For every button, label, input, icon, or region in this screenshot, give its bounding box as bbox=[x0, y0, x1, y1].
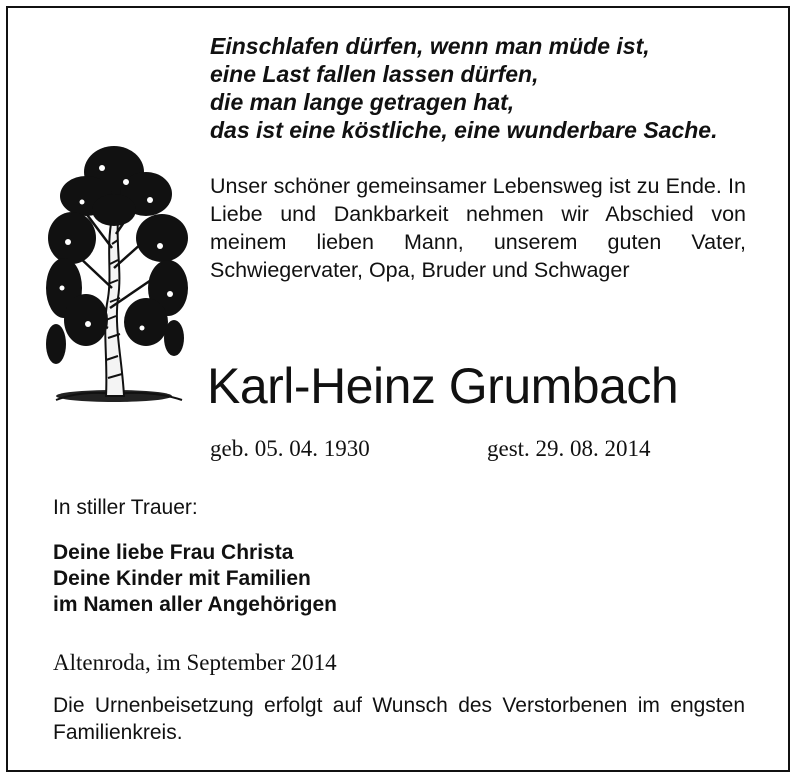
signer-line: Deine Kinder mit Familien bbox=[53, 567, 311, 590]
burial-note: Die Urnenbeisetzung erfolgt auf Wunsch des Verstorbenen im engsten Familienkreis. bbox=[53, 694, 745, 744]
signers-list bbox=[53, 540, 337, 618]
death-date: gest. 29. 08. 2014 bbox=[487, 436, 651, 461]
poem bbox=[210, 32, 717, 144]
poem-line: die man lange getragen hat, bbox=[210, 89, 515, 115]
signer-line: Deine liebe Frau Christa bbox=[53, 541, 294, 564]
birth-date: geb. 05. 04. 1930 bbox=[210, 436, 370, 461]
poem-line: das ist eine köstliche, eine wunderbare Sache. bbox=[210, 117, 718, 143]
signer-line: im Namen aller Angehörigen bbox=[53, 593, 337, 616]
deceased-name: Karl-Heinz Grumbach bbox=[207, 358, 679, 414]
mourning-label: In stiller Trauer: bbox=[53, 496, 198, 519]
place-date: Altenroda, im September 2014 bbox=[53, 650, 337, 675]
poem-line: eine Last fallen lassen dürfen, bbox=[210, 61, 539, 87]
poem-line: Einschlafen dürfen, wenn man müde ist, bbox=[210, 33, 650, 59]
intro-text: Unser schöner gemeinsamer Lebensweg ist zu Ende. In Liebe und Dankbarkeit nehmen wir Abschied von meinem lieben Mann, unserem guten Vater, Schwiegervater, Opa, Bruder und Schwager bbox=[210, 174, 746, 282]
birch-tree-icon bbox=[42, 138, 194, 410]
